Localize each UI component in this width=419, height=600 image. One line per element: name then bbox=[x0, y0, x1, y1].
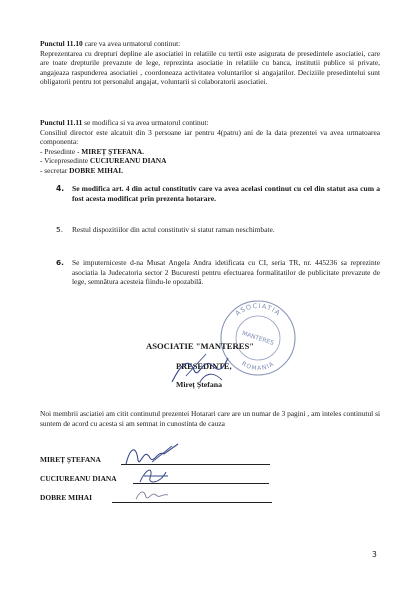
section-11-11-label: Punctul 11.11 bbox=[40, 118, 83, 127]
signatory-1-name: MIREȚ ȘTEFANA bbox=[40, 455, 101, 464]
stamp-text-mid: MANTERES bbox=[241, 330, 275, 347]
president-signature-icon bbox=[166, 346, 236, 390]
section-11-10-label: Punctul 11.10 bbox=[40, 39, 83, 48]
list-item-text: Se modifica art. 4 din actul constitutiv care va avea acelasi continut cu cel din statut asa cum a fost acesta modificat prin prezenta hotarare. bbox=[72, 184, 380, 203]
section-11-10 bbox=[40, 39, 380, 87]
list-item-number: 5. bbox=[56, 225, 64, 234]
board-member-president bbox=[40, 147, 380, 157]
member-role: - secretar bbox=[40, 165, 70, 175]
section-11-10-heading bbox=[40, 39, 380, 49]
section-11-11 bbox=[40, 118, 380, 176]
section-11-11-heading-rest: se modifica si va avea urmatorul continut: bbox=[82, 118, 209, 127]
signature-org: ASOCIATIE "MANTERES" bbox=[146, 341, 254, 351]
board-member-vicepresident bbox=[40, 156, 380, 166]
member-name: CUCIUREANU DIANA bbox=[89, 156, 167, 166]
member-name: DOBRE MIHAI. bbox=[69, 165, 123, 175]
board-member-secretary bbox=[40, 166, 380, 176]
closing-paragraph: Noi membrii asciatiei am citit continutul prezentei Hotarari care are un numar de 3 pagini , am inteles continutul si suntem de acord cu acesta si am semnat in cunostinta de cauza bbox=[40, 409, 380, 428]
stamp-text-top: ASOCIATIA bbox=[233, 301, 283, 318]
section-11-11-heading bbox=[40, 118, 380, 128]
page-number: 3 bbox=[372, 550, 377, 559]
member-role: - Vicepresedinte bbox=[40, 156, 90, 166]
signatory-2-name: CUCIUREANU DIANA bbox=[40, 474, 117, 483]
list-item-text: Se imputerniceste d-na Musat Angela Andra idetificata cu CI, seria TR, nr. 445236 sa reprezinte asociatia la Judecatoria sector 2 Bucuresti pentru efectuarea formalitatilor de publicitate prevazute de lege, semnătura acesteia fiindu-le opozabilă. bbox=[72, 258, 380, 287]
svg-text:ROMANIA bbox=[240, 360, 275, 372]
svg-text:ASOCIATIA bbox=[234, 302, 283, 318]
signature-role: PRESEDINTE, bbox=[176, 362, 232, 371]
signature-name: Mireț Ștefana bbox=[176, 380, 222, 389]
signatory-3-name: DOBRE MIHAI bbox=[40, 493, 92, 502]
member-name: MIREȚ ȘTEFANA. bbox=[81, 146, 144, 156]
section-11-10-heading-rest: care va avea urmatorul continut: bbox=[82, 39, 181, 48]
signatory-3-signature-icon bbox=[132, 485, 172, 505]
section-11-11-body: Consiliul director este alcatuit din 3 persoane iar pentru 4(patru) ani de la data prezentei va avea urmatoarea componenta: bbox=[40, 127, 380, 147]
list-item-number: 6. bbox=[56, 258, 64, 267]
member-role: - Presedinte - bbox=[40, 146, 82, 156]
list-item-text: Restul dispozitiilor din actul constitutiv si statut raman neschimbate. bbox=[72, 225, 275, 234]
stamp-text-bottom: ROMANIA bbox=[240, 360, 276, 373]
section-11-10-body: Reprezentarea cu drepturi depline ale asociatiei in relatiile cu tertii este asigurata de presedintele asociatiei, care are toate drepturile prevazute de lege, reprezinta asociatie in relatiile cu banca, institutii publice si private, angajeaza raspunderea asociatiei , coordoneaza activitatea voluntarilor si angajatilor. Deciziile presedintelui sunt obligatorii pentru tot personalul angajat, voluntarii si colaboratorii asociatiei. bbox=[40, 48, 380, 87]
list-item-number: 4. bbox=[56, 184, 65, 193]
